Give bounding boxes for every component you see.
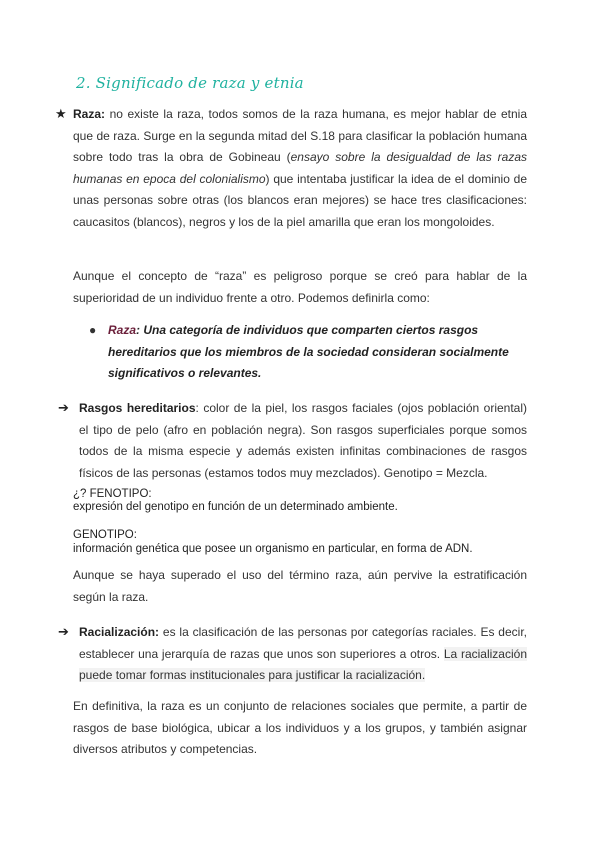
fenotipo-title: ¿? FENOTIPO: bbox=[73, 488, 152, 500]
estratificacion-paragraph: Aunque se haya superado el uso del término raza, aún pervive la estratificación según la raza. bbox=[73, 568, 527, 604]
dot-bullet-icon: ● bbox=[89, 323, 97, 337]
raza-term: Raza: bbox=[73, 107, 106, 121]
rasgos-term: Rasgos hereditarios bbox=[79, 401, 196, 415]
genotipo-title: GENOTIPO: bbox=[73, 529, 137, 541]
section-heading: 2. Significado de raza y etnia bbox=[76, 74, 304, 92]
raza-paragraph bbox=[73, 104, 527, 233]
raza-text-1: no existe la raza, todos somos de la raza humana, es mejor hablar de etnia que de raza. Surge en la segunda mitad del S.18 para clasificar la población humana sobre todo tras la obra de Gobineau ( bbox=[73, 107, 527, 164]
fenotipo-text: expresión del genotipo en función de un determinado ambiente. bbox=[73, 501, 398, 513]
rasgos-text: : color de la piel, los rasgos faciales (ojos población oriental) el tipo de pelo (afro en población negra). Son rasgos superficiales porque somos todos de la misma especie y además existen infinitas combinaciones de rasgos físicos de las personas (estamos todos muy mezclados). Genotipo = Mezcla. bbox=[79, 401, 528, 480]
genotipo-text: información genética que posee un organismo en particular, en forma de ADN. bbox=[73, 543, 473, 555]
concept-paragraph: Aunque el concepto de “raza” es peligroso porque se creó para hablar de la superioridad de un individuo frente a otro. Podemos definirla como: bbox=[73, 269, 527, 305]
arrow-bullet-icon-2: ➔ bbox=[58, 624, 69, 639]
conclusion-paragraph: En definitiva, la raza es un conjunto de relaciones sociales que permite, a partir de rasgos de base biológica, ubicar a los individuos y a los grupos, y también asignar diversos atributos y competencias. bbox=[73, 699, 527, 756]
definition-text: : Una categoría de individuos que comparten ciertos rasgos hereditarios que los miembros de la sociedad consideran socialmente significativos o relevantes. bbox=[108, 323, 509, 380]
racializacion-text: es la clasificación de las personas por categorías raciales. Es decir, establecer una jerarquía de razas que unos son superiores a otros. bbox=[79, 625, 527, 661]
gobineau-title: ensayo sobre la desigualdad de las razas humanas en epoca del colonialismo bbox=[73, 150, 527, 186]
rasgos-paragraph bbox=[79, 398, 527, 484]
star-bullet-icon: ★ bbox=[55, 106, 67, 121]
definition-term: Raza bbox=[108, 323, 137, 337]
racializacion-term: Racialización: bbox=[79, 625, 160, 639]
arrow-bullet-icon: ➔ bbox=[58, 400, 69, 415]
raza-text-2: ) que intentaba justificar la idea de el dominio de unas personas sobre otras (los blancos eran mejores) se hace tres clasificaciones: caucasitos (blancos), negros y los de la piel amarilla que eran los mongoloides. bbox=[73, 171, 527, 229]
raza-definition bbox=[108, 320, 528, 385]
racializacion-paragraph bbox=[79, 622, 527, 687]
racializacion-highlight: La racialización puede tomar formas institucionales para justificar la racialización. bbox=[79, 646, 527, 682]
